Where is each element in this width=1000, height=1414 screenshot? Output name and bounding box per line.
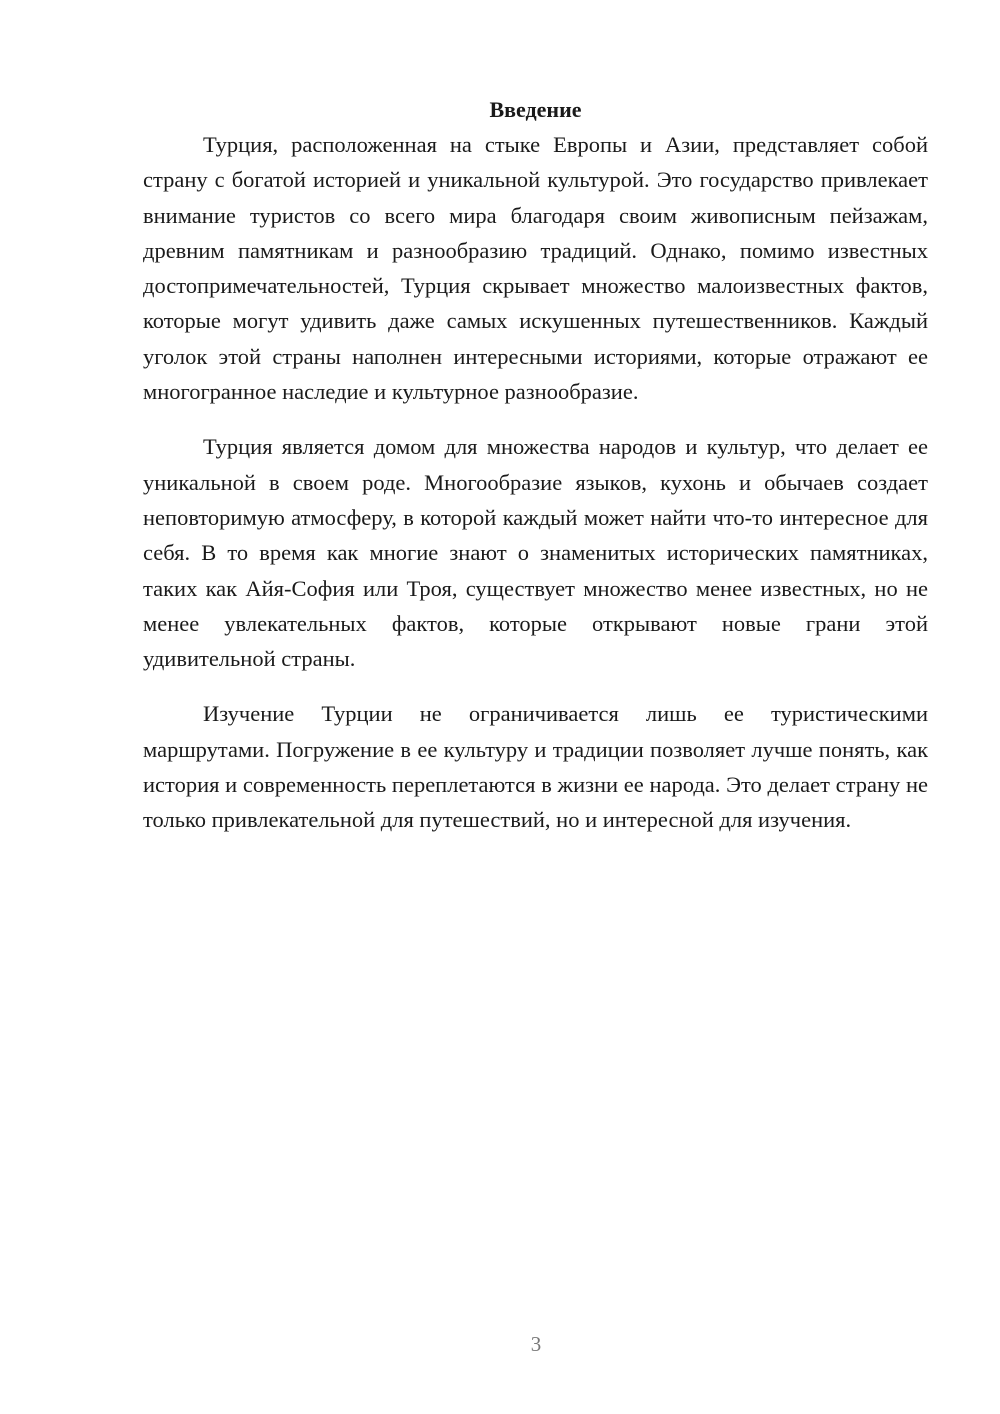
page-content	[143, 92, 928, 838]
page-title: Введение	[489, 97, 582, 122]
paragraph-3: Изучение Турции не ограничивается лишь ее туристическими маршрутами. Погружение в ее культуру и традиции позволяет лучше понять, как история и современность переплетаются в жизни ее народа. Это делает страну не только привлекательной для путешествий, но и интересной для изучения.	[143, 701, 928, 833]
paragraph-2: Турция является домом для множества народов и культур, что делает ее уникальной в своем роде. Многообразие языков, кухонь и обычаев создает неповторимую атмосферу, в которой каждый может найти что-то интересное для себя. В то время как многие знают о знаменитых исторических памятниках, таких как Айя-София или Троя, существует множество менее известных, но не менее увлекательных фактов, которые открывают новые грани этой удивительной страны.	[143, 434, 928, 672]
paragraph-1: Турция, расположенная на стыке Европы и Азии, представляет собой страну с богатой историей и уникальной культурой. Это государство привлекает внимание туристов со всего мира благодаря своим живописным пейзажам, древним памятникам и разнообразию традиций. Однако, помимо известных достопримечательностей, Турция скрывает множество малоизвестных фактов, которые могут удивить даже самых искушенных путешественников. Каждый уголок этой страны наполнен интересными историями, которые отражают ее многогранное наследие и культурное разнообразие.	[143, 132, 928, 405]
page-number: 3	[530, 1332, 542, 1356]
